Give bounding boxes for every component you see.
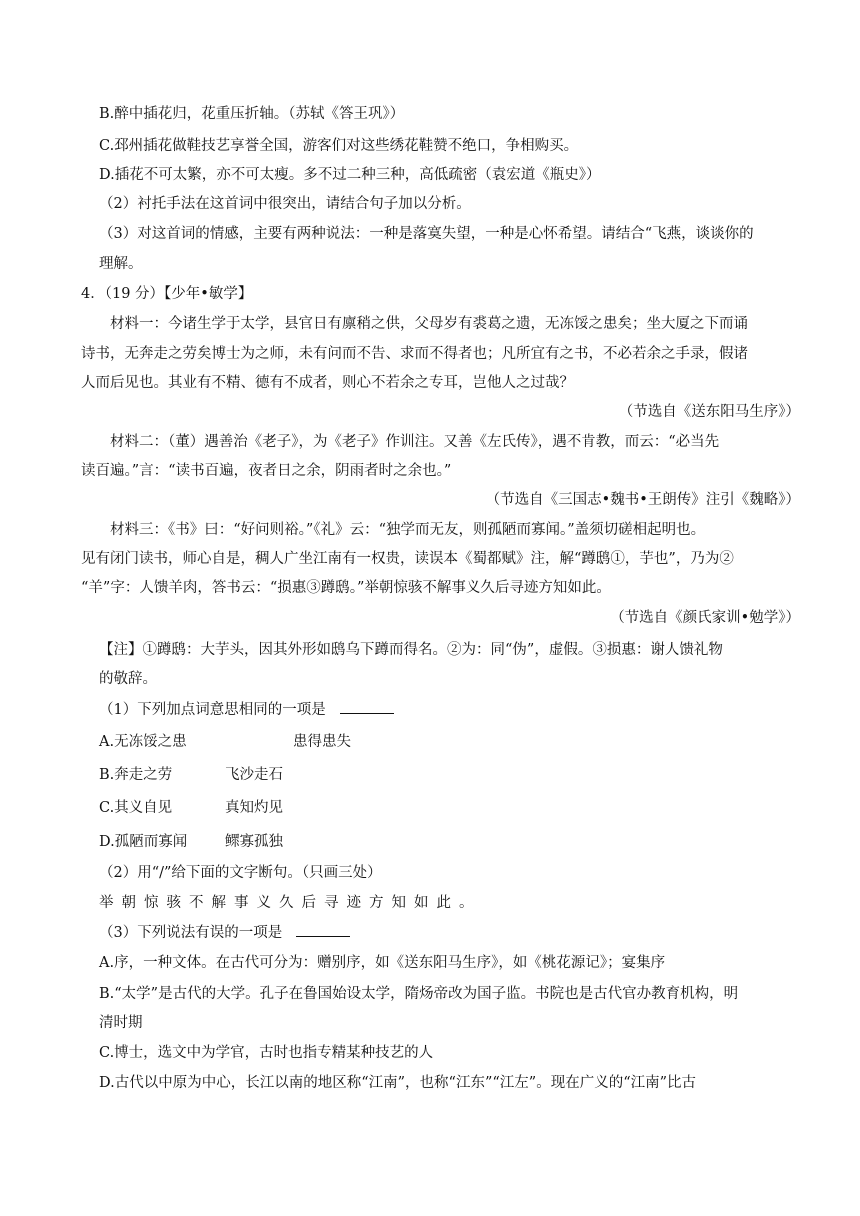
q4-option-b-left: B.奔走之劳 [99,767,173,783]
material2-source: （节选自《三国志•魏书•王朗传》注引《魏略》） [485,492,800,508]
q4-sub1-prompt [99,700,394,720]
material2-line1: 材料二：（董）遇善治《老子》，为《老子》作训注。又善《左氏传》，遇不肯教，而云：“必当先 [110,434,720,450]
material1-source: （节选自《送东阳马生序》） [618,404,800,420]
material2-line2: 读百遍。”言：“读书百遍，夜者日之余，阴雨者时之余也。” [81,463,452,479]
material1-line1: 材料一：今诸生学于太学，县官日有廪稍之供，父母岁有裘葛之遗，无冻馁之患矣；坐大厦之下而诵 [110,316,748,332]
q4-sub3-option-b-line2: 清时期 [99,1015,143,1031]
q4-option-b-right: 飞沙走石 [225,767,283,783]
option-c: C.邳州插花做鞋技艺享誉全国，游客们对这些绣花鞋赞不绝口，争相购买。 [99,138,579,154]
material3-line1: 材料三：《书》曰：“好问则裕。”《礼》云：“独学而无友，则孤陋而寡闻。”盖须切磋相起明也。 [110,522,706,538]
q4-option-d-left: D.孤陋而寡闻 [99,834,188,850]
answer-blank [296,924,350,937]
material3-line3: “羊”字：人馈羊肉，答书云：“损惠③蹲鸱。”举朝惊骇不解事义久后寻迹方知如此。 [81,580,611,596]
q4-sub3-option-c: C.博士，选文中为学官，古时也指专精某种技艺的人 [99,1045,434,1061]
q4-sub1-prompt-text: （1）下列加点词意思相同的一项是 [99,702,326,718]
answer-blank [340,701,394,714]
q4-sub3-option-a: A.序，一种文体。在古代可分为：赠别序，如《送东阳马生序》，如《桃花源记》；宴集序 [99,955,666,971]
material1-line3: 人而后见也。其业有不精、德有不成者，则心不若余之专耳，岂他人之过哉？ [81,375,574,391]
q4-header: 4．（19 分）【少年•敏学】 [81,286,253,302]
q4-option-a-left: A.无冻馁之患 [99,734,187,750]
q4-sub2-text: 举朝惊骇不解事义久后寻迹方知如此。 [99,895,482,911]
notes-line2: 的敬辞。 [99,671,157,687]
q4-sub3-option-b-line1: B.“太学”是古代的大学。孔子在鲁国始设太学，隋炀帝改为国子监。书院也是古代官办教育机构，明 [99,986,739,1002]
q3-sub3-line1: （3）对这首词的情感，主要有两种说法：一种是落寞失望，一种是心怀希望。请结合“飞燕，谈谈你的 [99,226,754,242]
q4-sub3-prompt-text: （3）下列说法有误的一项是 [99,925,283,941]
material3-source: （节选自《颜氏家训•勉学》） [610,610,800,626]
q4-option-d-right: 鳏寡孤独 [225,834,283,850]
q4-sub3-prompt [99,923,350,943]
option-d: D.插花不可太繁，亦不可太瘦。多不过二种三种，高低疏密（袁宏道《瓶史》） [99,167,601,183]
q4-option-c-left: C.其义自见 [99,800,173,816]
q4-sub2-prompt: （2）用“/”给下面的文字断句。（只画三处） [99,865,382,881]
q4-option-a-right: 患得患失 [293,734,351,750]
notes-line1: 【注】①蹲鸱：大芋头，因其外形如鸱乌下蹲而得名。②为：同“伪”，虚假。③损惠：谢人馈礼物 [99,642,723,658]
q3-sub3-line2: 理解。 [99,256,143,272]
option-b: B.醉中插花归，花重压折轴。（苏轼《答王巩》） [99,106,405,122]
material3-line2: 见有闭门读书，师心自是，稠人广坐江南有一权贵，读误本《蜀都赋》注，解“蹲鸱①，芋也”，乃为② [81,551,734,567]
q4-option-c-right: 真知灼见 [225,800,283,816]
q3-sub2: （2）衬托手法在这首词中很突出，请结合句子加以分析。 [99,196,471,212]
q4-sub3-option-d: D.古代以中原为中心，长江以南的地区称“江南”，也称“江东”“江左”。现在广义的“江南”比古 [99,1075,697,1091]
material1-line2: 诗书，无奔走之劳矣博士为之师，未有问而不告、求而不得者也；凡所宜有之书，不必若余之手录，假诸 [81,346,748,362]
